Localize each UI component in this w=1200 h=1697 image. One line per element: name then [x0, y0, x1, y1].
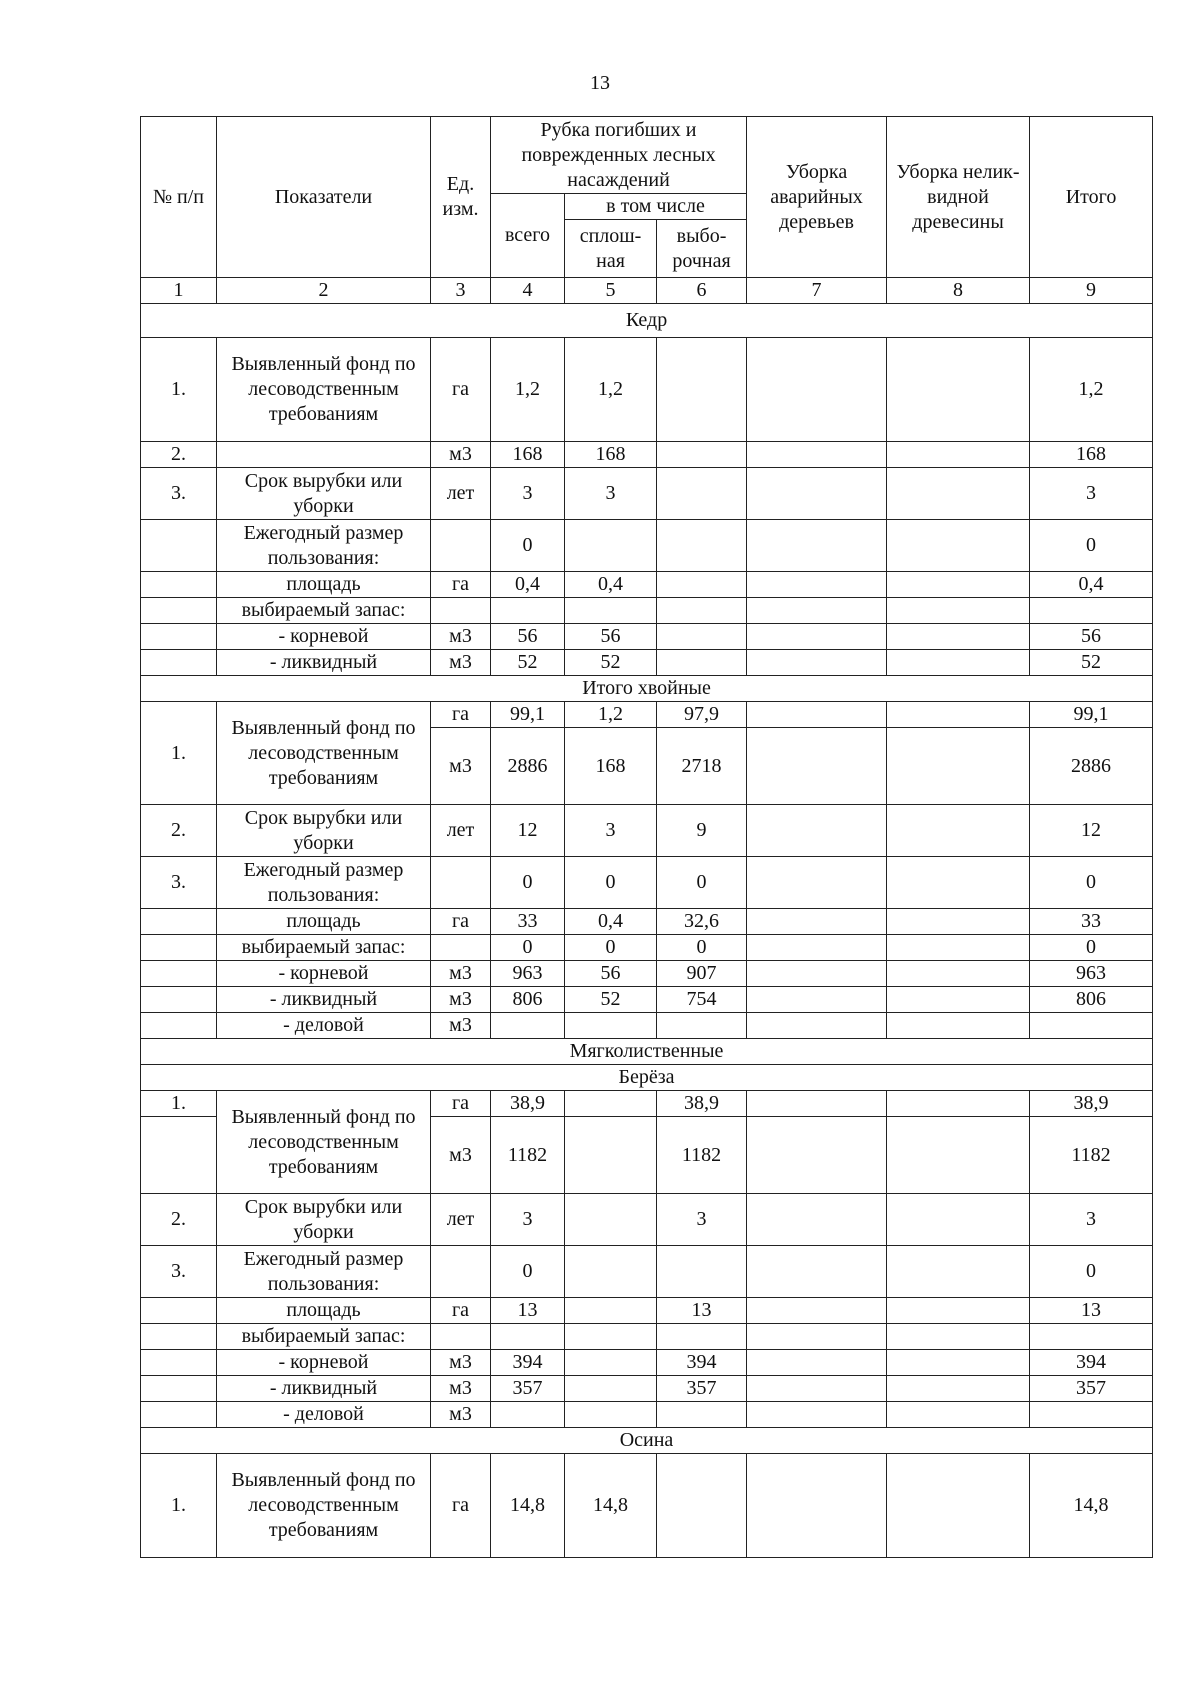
row-unit: лет — [431, 1194, 491, 1246]
cell — [747, 1117, 887, 1194]
section-title-aspen: Осина — [141, 1428, 1153, 1454]
row-num — [141, 1324, 217, 1350]
cell — [657, 1013, 747, 1039]
cell — [565, 1324, 657, 1350]
cell: 394 — [657, 1350, 747, 1376]
cell — [887, 572, 1030, 598]
cell — [747, 1013, 887, 1039]
cell — [747, 598, 887, 624]
cell — [565, 1013, 657, 1039]
header-numbers-row — [141, 278, 1153, 304]
cell: 0 — [657, 857, 747, 909]
cell: 0 — [491, 935, 565, 961]
cell — [491, 598, 565, 624]
table-row — [141, 987, 1153, 1013]
cell: 14,8 — [565, 1454, 657, 1558]
table-row — [141, 1013, 1153, 1039]
row-unit — [431, 520, 491, 572]
cell — [887, 1402, 1030, 1428]
table-row — [141, 624, 1153, 650]
cell — [887, 624, 1030, 650]
cell: 99,1 — [1030, 702, 1153, 728]
row-unit: м3 — [431, 728, 491, 805]
cell: 52 — [565, 650, 657, 676]
row-label: Ежегодный размер пользования: — [217, 857, 431, 909]
cell: 357 — [657, 1376, 747, 1402]
row-unit: га — [431, 1091, 491, 1117]
cell — [657, 1454, 747, 1558]
row-label — [217, 442, 431, 468]
cell — [747, 1324, 887, 1350]
row-num: 1. — [141, 338, 217, 442]
cell — [747, 1376, 887, 1402]
cell: 52 — [491, 650, 565, 676]
row-label: - корневой — [217, 624, 431, 650]
table-row — [141, 805, 1153, 857]
row-label: площадь — [217, 909, 431, 935]
row-num: 1. — [141, 1091, 217, 1117]
cell — [887, 1013, 1030, 1039]
cell: 52 — [1030, 650, 1153, 676]
row-label: выбираемый запас: — [217, 1324, 431, 1350]
cell: 357 — [1030, 1376, 1153, 1402]
cell: 168 — [565, 442, 657, 468]
row-unit: м3 — [431, 1402, 491, 1428]
section-row — [141, 1065, 1153, 1091]
cell — [887, 702, 1030, 728]
row-num — [141, 1376, 217, 1402]
row-unit — [431, 598, 491, 624]
cell — [657, 572, 747, 598]
row-unit: га — [431, 572, 491, 598]
header-nonliquid: Уборка нелик-видной древесины — [887, 117, 1030, 278]
header-selective: выбо-рочная — [657, 220, 747, 278]
cell — [657, 520, 747, 572]
col-number: 2 — [217, 278, 431, 304]
header-emergency: Уборка аварийных деревьев — [747, 117, 887, 278]
row-label: выбираемый запас: — [217, 598, 431, 624]
row-unit: га — [431, 1454, 491, 1558]
cell — [565, 598, 657, 624]
row-unit: лет — [431, 468, 491, 520]
cell: 3 — [657, 1194, 747, 1246]
col-number: 9 — [1030, 278, 1153, 304]
cell: 1,2 — [491, 338, 565, 442]
row-unit: м3 — [431, 1117, 491, 1194]
row-label: выбираемый запас: — [217, 935, 431, 961]
cell — [747, 1091, 887, 1117]
cell — [887, 442, 1030, 468]
row-unit: га — [431, 338, 491, 442]
cell — [657, 598, 747, 624]
cell: 33 — [1030, 909, 1153, 935]
row-num: 3. — [141, 1246, 217, 1298]
row-unit: м3 — [431, 624, 491, 650]
cell — [747, 1298, 887, 1324]
row-num — [141, 572, 217, 598]
table-row — [141, 961, 1153, 987]
row-label: Выявленный фонд по лесоводственным требованиям — [217, 1454, 431, 1558]
cell: 0 — [657, 935, 747, 961]
cell — [747, 520, 887, 572]
cell — [747, 442, 887, 468]
cell: 1,2 — [565, 702, 657, 728]
row-unit: га — [431, 702, 491, 728]
cell — [747, 572, 887, 598]
table-row — [141, 572, 1153, 598]
cell — [657, 1402, 747, 1428]
row-label: Срок вырубки или уборки — [217, 1194, 431, 1246]
cell — [747, 338, 887, 442]
section-title-softwood: Мягколиственные — [141, 1039, 1153, 1065]
cell — [887, 805, 1030, 857]
cell: 0,4 — [565, 572, 657, 598]
cell — [747, 650, 887, 676]
col-number: 7 — [747, 278, 887, 304]
header-total-all: всего — [491, 194, 565, 278]
col-number: 1 — [141, 278, 217, 304]
section-row — [141, 1039, 1153, 1065]
row-num: 2. — [141, 1194, 217, 1246]
row-num — [141, 909, 217, 935]
row-unit: га — [431, 1298, 491, 1324]
row-unit — [431, 857, 491, 909]
table-row — [141, 857, 1153, 909]
page-number: 13 — [590, 72, 610, 94]
cell: 0 — [1030, 857, 1153, 909]
cell: 12 — [1030, 805, 1153, 857]
header-indicator: Показатели — [217, 117, 431, 278]
cell — [887, 598, 1030, 624]
row-num — [141, 961, 217, 987]
cell — [565, 520, 657, 572]
cell: 907 — [657, 961, 747, 987]
table-row — [141, 1402, 1153, 1428]
col-number: 6 — [657, 278, 747, 304]
row-num — [141, 650, 217, 676]
table-row — [141, 338, 1153, 442]
cell: 0 — [565, 935, 657, 961]
cell: 38,9 — [657, 1091, 747, 1117]
cell: 38,9 — [1030, 1091, 1153, 1117]
cell: 3 — [1030, 1194, 1153, 1246]
cell — [747, 909, 887, 935]
table-row — [141, 1194, 1153, 1246]
cell: 52 — [565, 987, 657, 1013]
cell — [887, 1298, 1030, 1324]
cell: 168 — [1030, 442, 1153, 468]
table-row — [141, 935, 1153, 961]
cell — [887, 1376, 1030, 1402]
header-total: Итого — [1030, 117, 1153, 278]
cell — [747, 1454, 887, 1558]
table-row — [141, 1091, 1153, 1117]
row-label: Срок вырубки или уборки — [217, 805, 431, 857]
row-label: - ликвидный — [217, 650, 431, 676]
cell — [887, 1324, 1030, 1350]
cell: 357 — [491, 1376, 565, 1402]
cell: 394 — [1030, 1350, 1153, 1376]
section-title-kedr: Кедр — [141, 304, 1153, 338]
cell — [887, 468, 1030, 520]
row-label: Ежегодный размер пользования: — [217, 520, 431, 572]
cell — [887, 857, 1030, 909]
table-row — [141, 702, 1153, 728]
cell: 14,8 — [1030, 1454, 1153, 1558]
cell: 0 — [565, 857, 657, 909]
cell: 97,9 — [657, 702, 747, 728]
cell: 394 — [491, 1350, 565, 1376]
cell — [747, 857, 887, 909]
cell — [747, 624, 887, 650]
cell — [565, 1402, 657, 1428]
cell — [657, 624, 747, 650]
table-row — [141, 1324, 1153, 1350]
section-row — [141, 304, 1153, 338]
table-row — [141, 1376, 1153, 1402]
cell: 9 — [657, 805, 747, 857]
row-num — [141, 935, 217, 961]
row-num: 2. — [141, 805, 217, 857]
cell: 14,8 — [491, 1454, 565, 1558]
table-row — [141, 1246, 1153, 1298]
row-label: - деловой — [217, 1402, 431, 1428]
row-label: - корневой — [217, 1350, 431, 1376]
cell — [887, 987, 1030, 1013]
cell — [887, 1246, 1030, 1298]
row-num — [141, 520, 217, 572]
cell: 56 — [1030, 624, 1153, 650]
cell — [657, 1246, 747, 1298]
row-label: - ликвидный — [217, 987, 431, 1013]
row-label: - ликвидный — [217, 1376, 431, 1402]
cell — [657, 442, 747, 468]
row-num — [141, 1013, 217, 1039]
cell — [747, 805, 887, 857]
row-unit: м3 — [431, 1350, 491, 1376]
row-unit — [431, 1324, 491, 1350]
cell — [565, 1091, 657, 1117]
cell: 13 — [491, 1298, 565, 1324]
cell: 56 — [565, 624, 657, 650]
cell: 56 — [491, 624, 565, 650]
row-unit: м3 — [431, 650, 491, 676]
row-unit: лет — [431, 805, 491, 857]
cell — [747, 1350, 887, 1376]
cell — [887, 909, 1030, 935]
table-row — [141, 1454, 1153, 1558]
cell: 806 — [491, 987, 565, 1013]
header-unit: Ед. изм. — [431, 117, 491, 278]
cell: 754 — [657, 987, 747, 1013]
cell: 0 — [1030, 520, 1153, 572]
cell — [657, 338, 747, 442]
row-num — [141, 598, 217, 624]
cell — [657, 1324, 747, 1350]
cell: 32,6 — [657, 909, 747, 935]
cell — [887, 728, 1030, 805]
row-unit — [431, 935, 491, 961]
header-row-1 — [141, 117, 1153, 194]
cell — [565, 1246, 657, 1298]
forest-felling-table — [140, 116, 1153, 1558]
cell: 3 — [491, 1194, 565, 1246]
cell — [565, 1350, 657, 1376]
table-row — [141, 598, 1153, 624]
table-row — [141, 650, 1153, 676]
cell: 2886 — [1030, 728, 1153, 805]
cell — [887, 1454, 1030, 1558]
cell — [887, 1117, 1030, 1194]
cell — [491, 1013, 565, 1039]
cell: 2718 — [657, 728, 747, 805]
row-label: Выявленный фонд по лесоводственным требованиям — [217, 1091, 431, 1194]
row-num: 1. — [141, 702, 217, 805]
cell — [887, 1091, 1030, 1117]
header-num: № п/п — [141, 117, 217, 278]
row-num: 3. — [141, 857, 217, 909]
cell: 99,1 — [491, 702, 565, 728]
cell: 0,4 — [491, 572, 565, 598]
row-unit: м3 — [431, 987, 491, 1013]
row-label: - корневой — [217, 961, 431, 987]
cell — [887, 1194, 1030, 1246]
cell — [747, 1402, 887, 1428]
cell: 0,4 — [1030, 572, 1153, 598]
cell — [887, 961, 1030, 987]
cell: 56 — [565, 961, 657, 987]
row-num — [141, 1117, 217, 1194]
cell: 13 — [657, 1298, 747, 1324]
section-title-birch: Берёза — [141, 1065, 1153, 1091]
table-row — [141, 1350, 1153, 1376]
row-unit — [431, 1246, 491, 1298]
cell: 3 — [565, 805, 657, 857]
cell — [887, 520, 1030, 572]
table-row — [141, 909, 1153, 935]
cell — [887, 338, 1030, 442]
cell: 806 — [1030, 987, 1153, 1013]
cell: 3 — [565, 468, 657, 520]
cell: 168 — [565, 728, 657, 805]
cell — [657, 468, 747, 520]
cell — [565, 1298, 657, 1324]
table-row — [141, 442, 1153, 468]
cell: 963 — [491, 961, 565, 987]
row-label: Выявленный фонд по лесоводственным требованиям — [217, 702, 431, 805]
cell — [747, 702, 887, 728]
cell — [747, 935, 887, 961]
row-num — [141, 1350, 217, 1376]
cell: 3 — [491, 468, 565, 520]
row-num: 3. — [141, 468, 217, 520]
cell: 0 — [491, 857, 565, 909]
section-row — [141, 676, 1153, 702]
cell: 38,9 — [491, 1091, 565, 1117]
section-row — [141, 1428, 1153, 1454]
col-number: 8 — [887, 278, 1030, 304]
row-num — [141, 624, 217, 650]
cell: 0 — [491, 520, 565, 572]
row-num: 2. — [141, 442, 217, 468]
header-including: в том числе — [565, 194, 747, 220]
table-row — [141, 1298, 1153, 1324]
cell — [491, 1324, 565, 1350]
cell — [565, 1117, 657, 1194]
cell — [491, 1402, 565, 1428]
cell — [887, 650, 1030, 676]
cell — [747, 728, 887, 805]
cell — [565, 1376, 657, 1402]
row-label: Срок вырубки или уборки — [217, 468, 431, 520]
cell — [747, 1246, 887, 1298]
cell: 963 — [1030, 961, 1153, 987]
row-unit: м3 — [431, 1376, 491, 1402]
row-label: Выявленный фонд по лесоводственным требованиям — [217, 338, 431, 442]
cell: 1,2 — [565, 338, 657, 442]
header-clear: сплош-ная — [565, 220, 657, 278]
cell: 168 — [491, 442, 565, 468]
cell: 1182 — [491, 1117, 565, 1194]
cell — [565, 1194, 657, 1246]
cell: 3 — [1030, 468, 1153, 520]
cell — [887, 935, 1030, 961]
cell: 1182 — [1030, 1117, 1153, 1194]
row-num — [141, 987, 217, 1013]
row-unit: м3 — [431, 961, 491, 987]
row-num — [141, 1298, 217, 1324]
col-number: 5 — [565, 278, 657, 304]
header-felling: Рубка погибших и поврежденных лесных насаждений — [491, 117, 747, 194]
row-label: - деловой — [217, 1013, 431, 1039]
cell: 1,2 — [1030, 338, 1153, 442]
cell: 0 — [1030, 1246, 1153, 1298]
cell — [747, 468, 887, 520]
table-row — [141, 520, 1153, 572]
cell: 13 — [1030, 1298, 1153, 1324]
cell: 12 — [491, 805, 565, 857]
cell: 2886 — [491, 728, 565, 805]
cell — [657, 650, 747, 676]
cell: 0 — [1030, 935, 1153, 961]
cell: 0 — [491, 1246, 565, 1298]
section-title-conifers: Итого хвойные — [141, 676, 1153, 702]
row-label: площадь — [217, 1298, 431, 1324]
col-number: 3 — [431, 278, 491, 304]
cell — [747, 987, 887, 1013]
row-unit: га — [431, 909, 491, 935]
cell — [1030, 1324, 1153, 1350]
table-row — [141, 468, 1153, 520]
cell — [747, 1194, 887, 1246]
row-label: Ежегодный размер пользования: — [217, 1246, 431, 1298]
cell — [1030, 598, 1153, 624]
cell: 1182 — [657, 1117, 747, 1194]
cell — [1030, 1013, 1153, 1039]
row-num: 1. — [141, 1454, 217, 1558]
row-unit: м3 — [431, 442, 491, 468]
row-num — [141, 1402, 217, 1428]
cell: 33 — [491, 909, 565, 935]
cell — [747, 961, 887, 987]
col-number: 4 — [491, 278, 565, 304]
row-label: площадь — [217, 572, 431, 598]
row-unit: м3 — [431, 1013, 491, 1039]
cell — [887, 1350, 1030, 1376]
cell: 0,4 — [565, 909, 657, 935]
cell — [1030, 1402, 1153, 1428]
